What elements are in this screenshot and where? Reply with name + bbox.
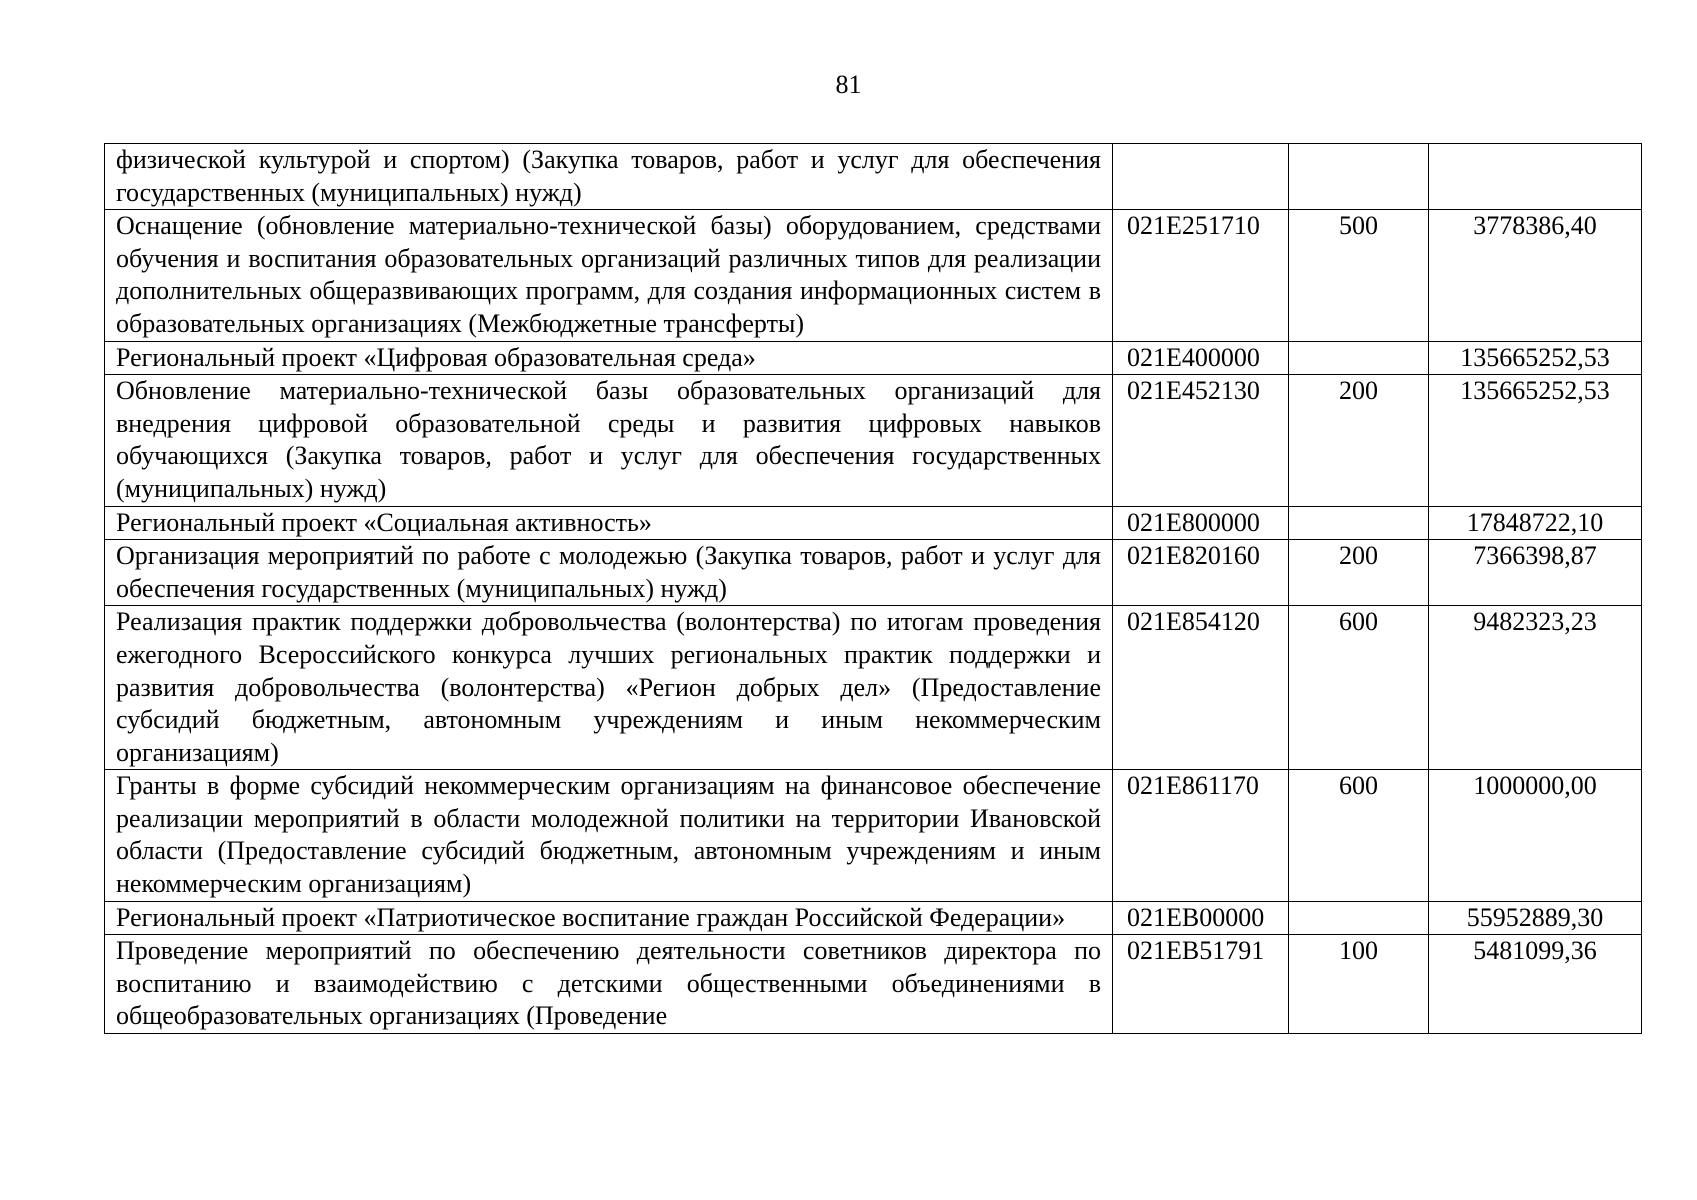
row-name-cell: Организация мероприятий по работе с молодежью (Закупка товаров, работ и услуг для обеспечения государственных (муниципальных) нужд) [105,540,1113,606]
row-amount-cell: 135665252,53 [1429,341,1642,375]
row-amount-cell: 135665252,53 [1429,375,1642,506]
row-amount-cell: 7366398,87 [1429,540,1642,606]
table-row [105,144,1642,210]
row-name-cell: Региональный проект «Социальная активность» [105,506,1113,540]
row-name-cell: Реализация практик поддержки добровольчества (волонтерства) по итогам проведения ежегодного Всероссийского конкурса лучших региональных практик поддержки и развития добровольчества (волонтерства) «Регион добрых дел» (Предоставление субсидий бюджетным, автономным учреждениям и иным некоммерческим организациям) [105,606,1113,770]
row-amount-cell: 55952889,30 [1429,901,1642,935]
budget-table [104,143,1642,1034]
table-row [105,506,1642,540]
table-row [105,901,1642,935]
row-amount-cell [1429,144,1642,210]
row-name-cell: Проведение мероприятий по обеспечению деятельности советников директора по воспитанию и взаимодействию с детскими общественными объединениями в общеобразовательных организациях (Проведение [105,935,1113,1034]
page-number: 81 [835,70,862,99]
row-type-cell: 100 [1289,935,1429,1034]
row-code-cell: 021E400000 [1113,341,1289,375]
row-amount-cell: 3778386,40 [1429,210,1642,341]
table-row [105,606,1642,770]
row-type-cell: 600 [1289,606,1429,770]
row-name-cell: Региональный проект «Патриотическое воспитание граждан Российской Федерации» [105,901,1113,935]
table-row [105,935,1642,1034]
row-name-cell: Обновление материально-технической базы образовательных организаций для внедрения цифровой образовательной среды и развития цифровых навыков обучающихся (Закупка товаров, работ и услуг для обеспечения государственных (муниципальных) нужд) [105,375,1113,506]
row-type-cell [1289,144,1429,210]
row-code-cell: 021EB00000 [1113,901,1289,935]
row-amount-cell: 17848722,10 [1429,506,1642,540]
row-type-cell [1289,341,1429,375]
row-code-cell: 021E820160 [1113,540,1289,606]
row-code-cell [1113,144,1289,210]
row-type-cell [1289,506,1429,540]
row-code-cell: 021E800000 [1113,506,1289,540]
row-code-cell: 021E251710 [1113,210,1289,341]
row-name-cell: физической культурой и спортом) (Закупка товаров, работ и услуг для обеспечения государственных (муниципальных) нужд) [105,144,1113,210]
row-code-cell: 021E854120 [1113,606,1289,770]
row-code-cell: 021E452130 [1113,375,1289,506]
row-code-cell: 021EB51791 [1113,935,1289,1034]
row-name-cell: Гранты в форме субсидий некоммерческим организациям на финансовое обеспечение реализации мероприятий в области молодежной политики на территории Ивановской области (Предоставление субсидий бюджетным, автономным учреждениям и иным некоммерческим организациям) [105,770,1113,901]
row-type-cell: 200 [1289,540,1429,606]
row-type-cell: 200 [1289,375,1429,506]
row-type-cell: 500 [1289,210,1429,341]
row-code-cell: 021E861170 [1113,770,1289,901]
table-row [105,375,1642,506]
row-amount-cell: 9482323,23 [1429,606,1642,770]
row-name-cell: Региональный проект «Цифровая образовательная среда» [105,341,1113,375]
table-row [105,210,1642,341]
row-name-cell: Оснащение (обновление материально-технической базы) оборудованием, средствами обучения и воспитания образовательных организаций различных типов для реализации дополнительных общеразвивающих программ, для создания информационных систем в образовательных организациях (Межбюджетные трансферты) [105,210,1113,341]
table-row [105,341,1642,375]
row-type-cell: 600 [1289,770,1429,901]
table-row [105,540,1642,606]
table-row [105,770,1642,901]
row-amount-cell: 1000000,00 [1429,770,1642,901]
row-amount-cell: 5481099,36 [1429,935,1642,1034]
row-type-cell [1289,901,1429,935]
